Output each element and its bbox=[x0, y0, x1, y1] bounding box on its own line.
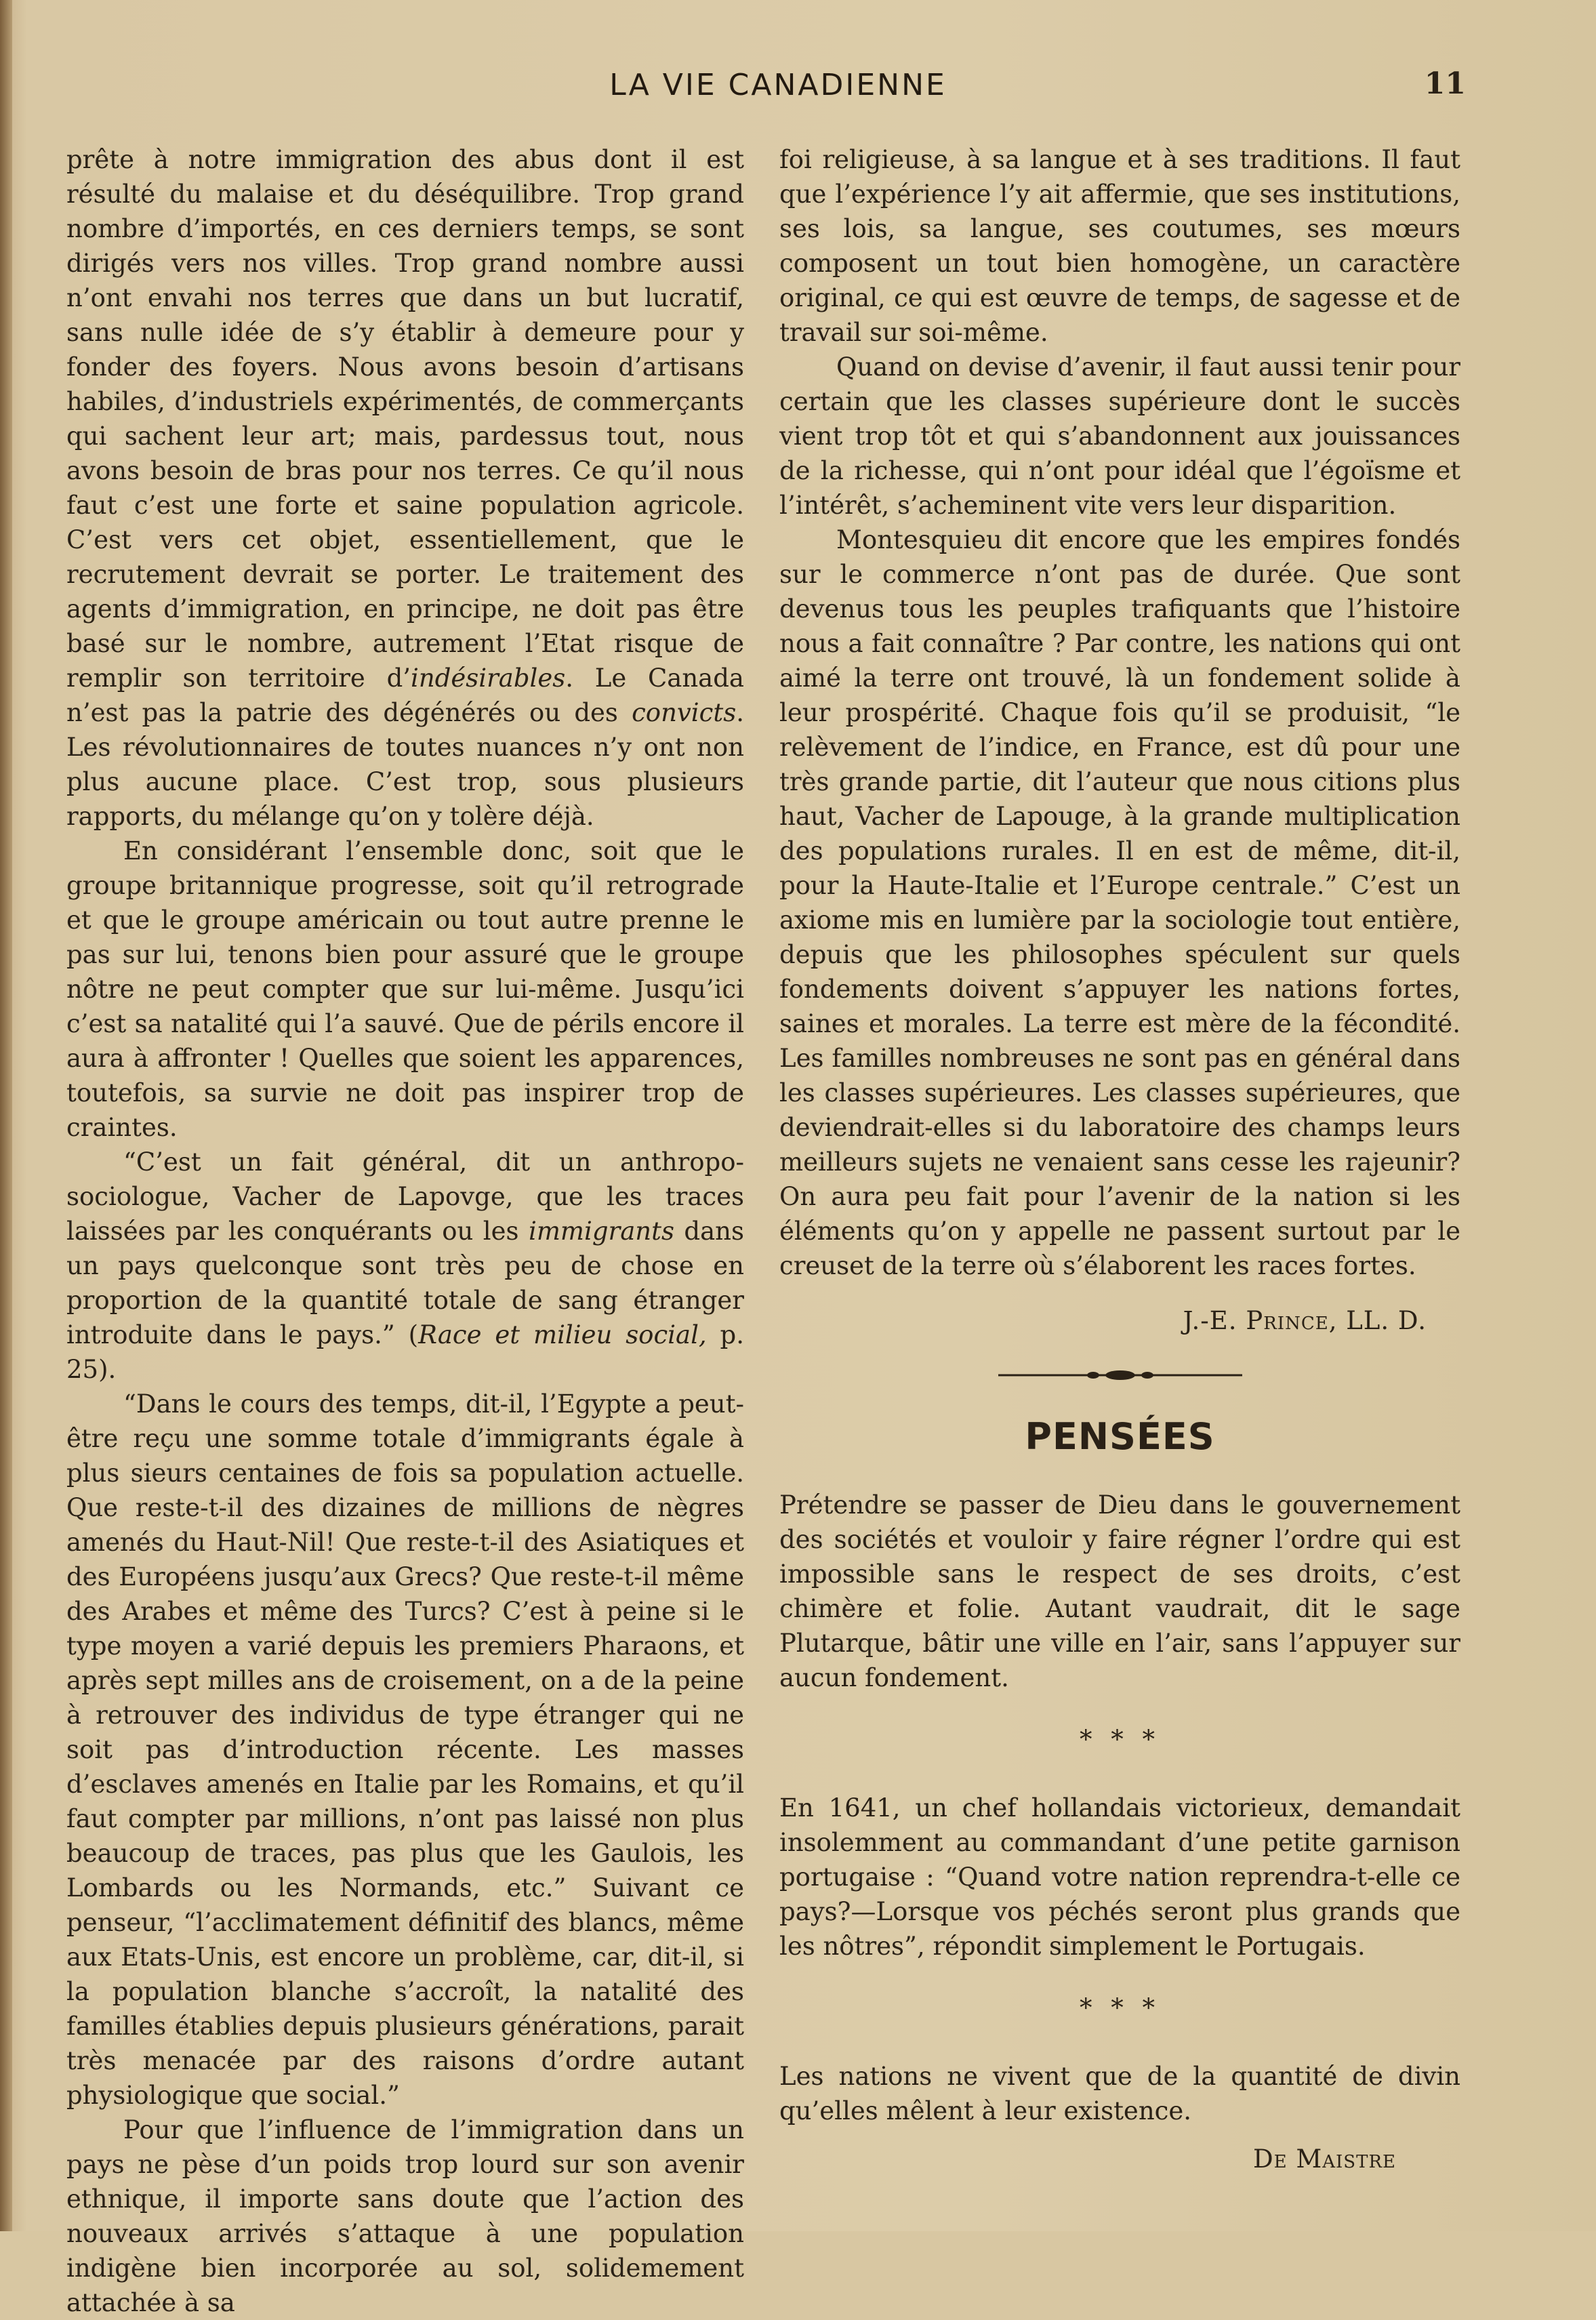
pensee-paragraph: Prétendre se passer de Dieu dans le gouvernement des sociétés et vouloir y faire régner l’ordre qui est impossible sans le respect de ses droits, c’est chimère et folie. Autant vaudrait, dit le sage Plutarque, bâtir une ville en l’air, sans l’appuyer sur aucun fondement. bbox=[779, 1490, 1460, 1692]
paragraph: “Dans le cours des temps, dit-il, l’Egypte a peut-être reçu une somme totale d’immigrants égale à plus sieurs centaines de fois sa population actuelle. Que reste-t-il des dizaines de millions de nègres amenés du Haut-Nil! Que reste-t-il des Asiatiques et des Européens jusqu’aux Grecs? Que reste-t-il même des Arabes et même des Turcs? C’est à peine si le type moyen a varié depuis les premiers Pharaons, et après sept milles ans de croisement, on a de la peine à retrouver des individus de type étranger qui ne soit pas d’introduction récente. Les masses d’esclaves amenés en Italie par les Romains, et qu’il faut compter par millions, n’ont pas laissé non plus beaucoup de traces, pas plus que les Gaulois, les Lombards ou les Normands, etc.” Suivant ce penseur, “l’acclimatement définitif des blancs, même aux Etats-Unis, est encore un problème, car, dit-il, si la population blanche s’accroît, la natalité des familles établies depuis plusieurs générations, parait très menacée par des raisons d’ordre autant physiologique que social.” bbox=[66, 1389, 744, 2110]
page-header bbox=[0, 68, 1596, 115]
paragraph: Quand on devise d’avenir, il faut aussi tenir pour certain que les classes supérieure dont le succès vient trop tôt et qui s’abandonnent aux jouissances de la richesse, qui n’ont pour idéal que l’égoïsme et l’intérêt, s’acheminent vite vers leur disparition. bbox=[779, 352, 1460, 520]
asterisk-separator: * * * bbox=[1079, 1725, 1161, 1754]
pensee-paragraph: Les nations ne vivent que de la quantité de divin qu’elles mêlent à leur existence. bbox=[779, 2062, 1460, 2125]
left-column bbox=[66, 142, 744, 2320]
paragraph: Montesquieu dit encore que les empires fondés sur le commerce n’ont pas de durée. Que sont devenus tous les peuples trafiquants que l’histoire nous a fait connaître ? Par contre, les nations qui ont aimé la terre ont trouvé, là un fondement solide à leur prospérité. Chaque fois qu’il se produisit, “le relèvement de l’indice, en France, est dû pour une très grande partie, dit l’auteur que nous citions plus haut, Vacher de Lapouge, à la grande multiplication des populations rurales. Il en est de même, dit-il, pour la Haute-Italie et l’Europe centrale.” C’est un axiome mis en lumière par la sociologie tout entière, depuis que les philosophes spéculent sur quels fondements doivent s’appuyer les nations fortes, saines et morales. La terre est mère de la fécondité. Les familles nombreuses ne sont pas en général dans les classes supérieures. Les classes supérieures, que deviendrait-elles si du laboratoire des champs leurs meilleurs sujets ne venaient sans cesse les rajeunir? On aura peu fait pour l’avenir de la nation si les éléments qu’on y appelle ne passent surtout par le creuset de la terre où s’élaborent les races fortes. bbox=[779, 525, 1460, 1280]
paragraph: En considérant l’ensemble donc, soit que le groupe britannique progresse, soit qu’il retrograde et que le groupe américain ou tout autre prenne le pas sur lui, tenons bien pour assuré que le groupe nôtre ne peut compter que sur lui-même. Jusqu’ici c’est sa natalité qui l’a sauvé. Que de périls encore il aura à affronter ! Quelles que soient les apparences, toutefois, sa survie ne doit pas inspirer trop de craintes. bbox=[66, 836, 744, 1142]
paragraph: “C’est un fait général, dit un anthropo-sociologue, Vacher de Lapovge, que les traces laissées par les conquérants ou les immigrants dans un pays quelconque sont très peu de chose en proportion de la quantité totale de sang étranger introduite dans le pays.” (Race et milieu social, p. 25). bbox=[66, 1147, 744, 1384]
paragraph: prête à notre immigration des abus dont il est résulté du malaise et du déséquilibre. Trop grand nombre d’importés, en ces derniers temps, se sont dirigés vers nos villes. Trop grand nombre aussi n’ont envahi nos terres que dans un but lucratif, sans nulle idée de s’y établir à demeure pour y fonder des foyers. Nous avons besoin d’artisans habiles, d’industriels expérimentés, de commerçants qui sachent leur art; mais, pardessus tout, nous avons besoin de bras pour nos terres. Ce qu’il nous faut c’est une forte et saine population agricole. C’est vers cet objet, essentiellement, que le recrutement devrait se porter. Le traitement des agents d’immigration, en principe, ne doit pas être basé sur le nombre, autrement l’Etat risque de remplir son territoire d’indésirables. Le Canada n’est pas la patrie des dégénérés ou des convicts. Les révolutionnaires de toutes nuances n’y ont non plus aucune place. C’est trop, sous plusieurs rapports, du mélange qu’on y tolère déjà. bbox=[66, 145, 744, 831]
paragraph: foi religieuse, à sa langue et à ses traditions. Il faut que l’expérience l’y ait affermie, que ses institutions, ses lois, sa langue, ses coutumes, ses mœurs composent un tout bien homogène, un caractère original, ce qui est œuvre de temps, de sagesse et de travail sur soi-même. bbox=[779, 145, 1460, 347]
section-title: PENSÉES bbox=[1025, 1415, 1215, 1458]
divider-ornament-icon bbox=[998, 1365, 1242, 1385]
running-title: LA VIE CANADIENNE bbox=[609, 68, 947, 102]
paragraph: Pour que l’influence de l’immigration dans un pays ne pèse d’un poids trop lourd sur son avenir ethnique, il importe sans doute que l’action des nouveaux arrivés s’attaque à une population indigène bien incorporée au sol, solidemement attachée à sa bbox=[66, 2115, 744, 2317]
page-number: 11 bbox=[1424, 66, 1466, 101]
asterisk-separator: * * * bbox=[1079, 1993, 1161, 2022]
right-column bbox=[779, 142, 1460, 2176]
ornamental-divider bbox=[998, 1365, 1242, 1385]
pensee-paragraph: En 1641, un chef hollandais victorieux, demandait insolemment au commandant d’une petite garnison portugaise : “Quand votre nation reprendra-t-elle ce pays?—Lorsque vos péchés seront plus grands que les nôtres”, répondit simplement le Portugais. bbox=[779, 1793, 1460, 1961]
author-signature: J.-E. Prince, LL. D. bbox=[1183, 1306, 1427, 1335]
binding-edge bbox=[0, 0, 12, 2231]
quote-attribution: De Maistre bbox=[1252, 2144, 1396, 2174]
